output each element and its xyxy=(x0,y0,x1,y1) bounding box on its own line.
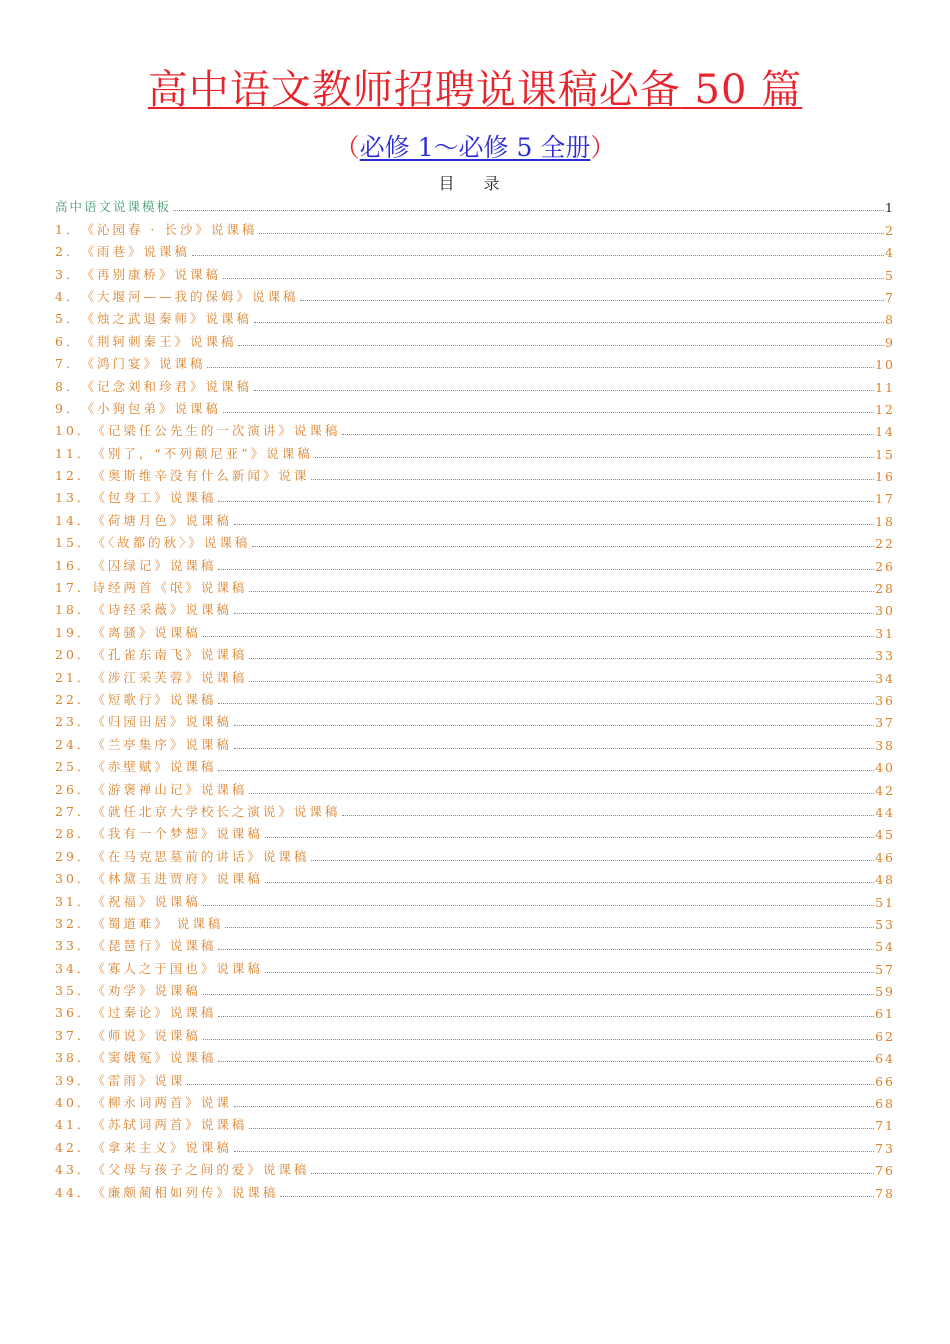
toc-entry-label xyxy=(55,1093,232,1111)
toc-entry-number: 13． xyxy=(55,490,93,506)
toc-entry[interactable] xyxy=(55,283,895,305)
toc-dot-leader xyxy=(234,748,874,749)
toc-dot-leader xyxy=(315,457,874,458)
toc-entry-page: 15 xyxy=(875,446,895,462)
toc-dot-leader xyxy=(311,860,874,861)
toc-entry-label xyxy=(55,623,201,641)
toc-entry-title: 《在马克思墓前的讲话》说课稿 xyxy=(92,848,310,864)
toc-entry[interactable] xyxy=(55,641,895,663)
toc-dot-leader xyxy=(218,770,874,771)
toc-entry-title: 《记梁任公先生的一次演讲》说课稿 xyxy=(92,423,341,439)
toc-entry-label xyxy=(55,511,232,529)
toc-dot-leader xyxy=(203,636,874,637)
toc-entry-number: 10． xyxy=(55,423,93,439)
toc-entry-title: 《〈故都的秋〉》说课稿 xyxy=(92,535,251,551)
toc-entry-title: 《烛之武退秦师》说课稿 xyxy=(81,311,252,327)
toc-entry-page: 66 xyxy=(875,1073,895,1089)
toc-entry-number: 17． xyxy=(55,580,93,596)
toc-entry[interactable] xyxy=(55,193,895,215)
toc-entry-title: 《寡人之于国也》说课稿 xyxy=(92,960,263,976)
toc-entry-label xyxy=(55,332,236,350)
toc-entry[interactable] xyxy=(55,977,895,999)
toc-entry[interactable] xyxy=(55,506,895,528)
toc-entry-label xyxy=(55,959,263,977)
toc-entry-page: 38 xyxy=(875,737,895,753)
toc-entry-label xyxy=(55,444,313,462)
toc-entry-page: 1 xyxy=(885,200,895,216)
subtitle-link[interactable]: 必修 1～必修 5 全册 xyxy=(359,133,591,162)
toc-entry-label xyxy=(55,287,298,305)
toc-entry-title: 《就任北京大学校长之演说》说课稿 xyxy=(92,803,341,819)
toc-entry-page: 11 xyxy=(875,379,895,395)
toc-entry-label xyxy=(55,1183,278,1201)
toc-entry-label xyxy=(55,578,247,596)
toc-entry-page: 33 xyxy=(875,648,895,664)
toc-entry-page: 10 xyxy=(875,357,895,373)
toc-entry-label xyxy=(55,824,263,842)
toc-entry-number: 25． xyxy=(55,759,93,775)
toc-entry-title: 《雨巷》说课稿 xyxy=(81,244,190,260)
toc-entry-page: 62 xyxy=(875,1028,895,1044)
toc-entry-number: 42． xyxy=(55,1139,93,1155)
toc-dot-leader xyxy=(223,412,874,413)
toc-entry-label xyxy=(55,1026,201,1044)
toc-entry-page: 59 xyxy=(875,984,895,1000)
toc-entry-number: 8． xyxy=(55,378,82,394)
toc-entry-title: 《大堰河——我的保姆》说课稿 xyxy=(81,288,299,304)
toc-entry-title: 《过秦论》说课稿 xyxy=(92,1005,217,1021)
toc-entry-label xyxy=(55,668,247,686)
toc-entry-number: 21． xyxy=(55,669,93,685)
toc-entry-number: 15． xyxy=(55,535,93,551)
toc-entry-label xyxy=(55,712,232,730)
toc-entry-page: 9 xyxy=(885,334,895,350)
toc-entry-number: 1． xyxy=(55,221,82,237)
toc-dot-leader xyxy=(218,703,874,704)
toc-dot-leader xyxy=(249,681,874,682)
toc-entry-page: 68 xyxy=(875,1096,895,1112)
toc-entry-page: 48 xyxy=(875,872,895,888)
toc-entry-title: 《师说》说课稿 xyxy=(92,1027,201,1043)
toc-entry-title: 《劝学》说课稿 xyxy=(92,983,201,999)
toc-entry-title: 《柳永词两首》说课 xyxy=(92,1095,232,1111)
toc-entry-label xyxy=(55,1071,185,1089)
toc-entry-number: 6． xyxy=(55,333,82,349)
toc-entry[interactable] xyxy=(55,327,895,349)
toc-heading: 目 录 xyxy=(438,174,512,193)
toc-dot-leader xyxy=(259,233,884,234)
toc-dot-leader xyxy=(234,1151,874,1152)
toc-entry-page: 26 xyxy=(875,558,895,574)
toc-entry-page: 76 xyxy=(875,1163,895,1179)
toc-dot-leader xyxy=(218,1016,874,1017)
toc-entry-label xyxy=(55,466,309,484)
toc-entry-page: 12 xyxy=(875,401,895,417)
toc-entry[interactable] xyxy=(55,1133,895,1155)
toc-entry-number: 28． xyxy=(55,826,93,842)
toc-entry-label xyxy=(55,600,232,618)
toc-entry-number: 20． xyxy=(55,647,93,663)
toc-entry-number: 36． xyxy=(55,1005,93,1021)
toc-entry-title: 《小狗包弟》说课稿 xyxy=(81,400,221,416)
toc-dot-leader xyxy=(238,345,884,346)
toc-entry-label xyxy=(55,1003,216,1021)
toc-entry-page: 42 xyxy=(875,782,895,798)
toc-entry[interactable] xyxy=(55,999,895,1021)
toc-dot-leader xyxy=(280,1196,874,1197)
toc-dot-leader xyxy=(234,613,874,614)
toc-entry[interactable] xyxy=(55,1089,895,1111)
toc-entry-number: 41． xyxy=(55,1117,93,1133)
toc-entry-title: 《我有一个梦想》说课稿 xyxy=(92,826,263,842)
toc-entry-title: 《沁园春 · 长沙》说课稿 xyxy=(81,221,258,237)
toc-entry-title: 《短歌行》说课稿 xyxy=(92,691,217,707)
toc-entry-number: 38． xyxy=(55,1050,93,1066)
toc-entry-number: 16． xyxy=(55,557,93,573)
toc-dot-leader xyxy=(234,725,874,726)
toc-entry-title: 《苏轼词两首》说课稿 xyxy=(92,1117,248,1133)
toc-entry-page: 46 xyxy=(875,849,895,865)
toc-entry[interactable] xyxy=(55,1156,895,1178)
toc-entry-page: 2 xyxy=(885,222,895,238)
toc-dot-leader xyxy=(249,793,874,794)
toc-entry-page: 4 xyxy=(885,245,895,261)
toc-dot-leader xyxy=(342,434,874,435)
toc-entry[interactable] xyxy=(55,708,895,730)
document-subtitle xyxy=(0,130,950,166)
toc-entry-page: 18 xyxy=(875,513,895,529)
toc-entry[interactable] xyxy=(55,462,895,484)
toc-entry-number: 23． xyxy=(55,714,93,730)
toc-entry-title: 《窦娥冤》说课稿 xyxy=(92,1050,217,1066)
toc-entry-title: 《记念刘和珍君》说课稿 xyxy=(81,378,252,394)
toc-entry-label xyxy=(55,914,223,932)
toc-entry-number: 3． xyxy=(55,266,82,282)
toc-entry-page: 7 xyxy=(885,289,895,305)
toc-dot-leader xyxy=(203,1039,874,1040)
toc-entry-title: 《孔雀东南飞》说课稿 xyxy=(92,647,248,663)
toc-entry-number: 24． xyxy=(55,736,93,752)
subtitle-close-paren: ） xyxy=(590,133,616,162)
toc-entry-title: 《琵琶行》说课稿 xyxy=(92,938,217,954)
toc-dot-leader xyxy=(300,300,884,301)
toc-entry-number: 31． xyxy=(55,893,93,909)
toc-entry-number: 5． xyxy=(55,311,82,327)
toc-dot-leader xyxy=(218,501,874,502)
toc-entry-title: 《涉江采芙蓉》说课稿 xyxy=(92,669,248,685)
toc-entry[interactable] xyxy=(55,238,895,260)
toc-entry[interactable] xyxy=(55,1178,895,1200)
toc-entry-number: 33． xyxy=(55,938,93,954)
toc-entry-page: 44 xyxy=(875,804,895,820)
title-count: 50 xyxy=(694,67,748,113)
toc-dot-leader xyxy=(223,278,884,279)
toc-entry-label xyxy=(55,936,216,954)
toc-dot-leader xyxy=(203,905,874,906)
toc-entry-title: 《廉颇蔺相如列传》说课稿 xyxy=(92,1184,279,1200)
toc-entry[interactable] xyxy=(55,842,895,864)
toc-entry-title: 《雷雨》说课 xyxy=(92,1072,186,1088)
toc-entry-title: 《游褒禅山记》说课稿 xyxy=(92,781,248,797)
toc-entry[interactable] xyxy=(55,1021,895,1043)
toc-entry-number: 26． xyxy=(55,781,93,797)
toc-dot-leader xyxy=(218,1061,874,1062)
toc-entry[interactable] xyxy=(55,372,895,394)
toc-dot-leader xyxy=(254,322,884,323)
toc-entry-label xyxy=(55,242,190,260)
toc-entry[interactable] xyxy=(55,910,895,932)
toc-entry[interactable] xyxy=(55,663,895,685)
toc-entry-title: 《父母与孩子之间的爱》说课稿 xyxy=(92,1162,310,1178)
toc-entry[interactable] xyxy=(55,753,895,775)
toc-entry[interactable] xyxy=(55,865,895,887)
toc-entry[interactable] xyxy=(55,686,895,708)
toc-entry-label xyxy=(55,869,263,887)
toc-entry-number: 18． xyxy=(55,602,93,618)
toc-entry-title: 高中语文说课模板 xyxy=(55,199,172,215)
toc-entry-page: 61 xyxy=(875,1006,895,1022)
toc-entry-title: 《蜀道难》 说课稿 xyxy=(92,915,224,931)
toc-entry-title: 《荆轲刺秦王》说课稿 xyxy=(81,333,237,349)
toc-entry-label xyxy=(55,802,340,820)
toc-dot-leader xyxy=(265,837,874,838)
toc-entry[interactable] xyxy=(55,395,895,417)
toc-entry-title: 《包身工》说课稿 xyxy=(92,490,217,506)
toc-entry-number: 11． xyxy=(55,445,93,461)
toc-entry-label xyxy=(55,399,221,417)
toc-entry[interactable] xyxy=(55,439,895,461)
toc-entry-page: 54 xyxy=(875,939,895,955)
toc-entry-label xyxy=(55,1048,216,1066)
toc-entry-number: 37． xyxy=(55,1027,93,1043)
toc-entry-number: 35． xyxy=(55,983,93,999)
toc-dot-leader xyxy=(265,972,874,973)
toc-entry-number: 43． xyxy=(55,1162,93,1178)
toc-entry-label xyxy=(55,847,309,865)
toc-entry-title: 《囚绿记》说课稿 xyxy=(92,557,217,573)
toc-dot-leader xyxy=(192,255,884,256)
toc-entry-label xyxy=(55,1115,247,1133)
toc-entry-number: 34． xyxy=(55,960,93,976)
toc-entry-page: 57 xyxy=(875,961,895,977)
toc-entry-page: 5 xyxy=(885,267,895,283)
toc-entry[interactable] xyxy=(55,350,895,372)
toc-entry-label xyxy=(55,1138,232,1156)
toc-entry-page: 73 xyxy=(875,1140,895,1156)
toc-entry-page: 53 xyxy=(875,916,895,932)
toc-entry-label xyxy=(55,265,221,283)
toc-entry-title: 《祝福》说课稿 xyxy=(92,893,201,909)
toc-dot-leader xyxy=(342,815,874,816)
toc-entry-number: 29． xyxy=(55,848,93,864)
toc-entry[interactable] xyxy=(55,551,895,573)
toc-dot-leader xyxy=(173,210,884,211)
toc-entry-title: 《兰亭集序》说课稿 xyxy=(92,736,232,752)
toc-dot-leader xyxy=(218,949,874,950)
toc-entry-number: 40． xyxy=(55,1095,93,1111)
toc-entry-page: 30 xyxy=(875,603,895,619)
toc-entry-page: 71 xyxy=(875,1118,895,1134)
toc-entry-page: 34 xyxy=(875,670,895,686)
toc-entry-title: 《离骚》说课稿 xyxy=(92,624,201,640)
toc-entry-label xyxy=(55,197,171,215)
toc-dot-leader xyxy=(187,1084,874,1085)
toc-entry-title: 《别了，“不列颠尼亚”》说课稿 xyxy=(92,445,313,461)
toc-entry-page: 22 xyxy=(875,536,895,552)
toc-dot-leader xyxy=(249,591,874,592)
toc-entry-number: 2． xyxy=(55,244,82,260)
toc-entry-number: 39． xyxy=(55,1072,93,1088)
toc-entry-title: 诗经两首《氓》说课稿 xyxy=(92,580,248,596)
toc-entry[interactable] xyxy=(55,932,895,954)
toc-entry[interactable] xyxy=(55,820,895,842)
toc-entry[interactable] xyxy=(55,730,895,752)
toc-entry-page: 14 xyxy=(875,424,895,440)
toc-dot-leader xyxy=(311,479,874,480)
toc-entry-number: 30． xyxy=(55,871,93,887)
toc-dot-leader xyxy=(234,1106,874,1107)
toc-entry[interactable] xyxy=(55,215,895,237)
toc-entry-label xyxy=(55,421,340,439)
toc-entry-page: 78 xyxy=(875,1185,895,1201)
toc-entry-number: 12． xyxy=(55,468,93,484)
toc-dot-leader xyxy=(249,1128,874,1129)
toc-entry[interactable] xyxy=(55,484,895,506)
toc-entry-page: 31 xyxy=(875,625,895,641)
toc-entry[interactable] xyxy=(55,529,895,551)
toc-entry[interactable] xyxy=(55,596,895,618)
toc-entry-label xyxy=(55,220,257,238)
toc-dot-leader xyxy=(265,882,874,883)
toc-entry[interactable] xyxy=(55,305,895,327)
toc-entry-number: 4． xyxy=(55,288,82,304)
toc-dot-leader xyxy=(252,546,874,547)
toc-entry-page: 28 xyxy=(875,581,895,597)
toc-entry-title: 《归园田居》说课稿 xyxy=(92,714,232,730)
toc-entry-label xyxy=(55,645,247,663)
toc-entry-number: 22． xyxy=(55,691,93,707)
toc-entry-label xyxy=(55,377,252,395)
toc-entry-page: 40 xyxy=(875,760,895,776)
toc-entry[interactable] xyxy=(55,887,895,909)
toc-entry-page: 64 xyxy=(875,1051,895,1067)
toc-entry-page: 36 xyxy=(875,692,895,708)
toc-entry-label xyxy=(55,757,216,775)
toc-entry-label xyxy=(55,690,216,708)
toc-entry[interactable] xyxy=(55,260,895,282)
toc-dot-leader xyxy=(249,658,874,659)
toc-entry-page: 17 xyxy=(875,491,895,507)
toc-entry-page: 45 xyxy=(875,827,895,843)
toc-entry-title: 《鸿门宴》说课稿 xyxy=(81,356,206,372)
toc-entry-title: 《赤壁赋》说课稿 xyxy=(92,759,217,775)
toc-entry-label xyxy=(55,1160,309,1178)
toc-entry-number: 7． xyxy=(55,356,82,372)
toc-entry-label xyxy=(55,780,247,798)
toc-dot-leader xyxy=(254,390,874,391)
toc-dot-leader xyxy=(203,994,874,995)
title-suffix: 篇 xyxy=(761,67,803,113)
toc-entry-label xyxy=(55,488,216,506)
toc-dot-leader xyxy=(207,367,874,368)
toc-entry-label xyxy=(55,309,252,327)
title-main: 高中语文教师招聘说课稿必备 xyxy=(147,67,681,113)
toc-entry-number: 9． xyxy=(55,400,82,416)
toc-entry-page: 51 xyxy=(875,894,895,910)
toc-entry[interactable] xyxy=(55,1044,895,1066)
toc-entry-number: 27． xyxy=(55,803,93,819)
toc-entry[interactable] xyxy=(55,954,895,976)
toc-entry[interactable] xyxy=(55,618,895,640)
toc-entry-title: 《拿来主义》说课稿 xyxy=(92,1139,232,1155)
toc-entry-label xyxy=(55,533,250,551)
toc-entry-page: 16 xyxy=(875,469,895,485)
toc-entry-page: 8 xyxy=(885,312,895,328)
toc-entry-label xyxy=(55,354,205,372)
toc-entry-number: 32． xyxy=(55,915,93,931)
toc-entry-page: 37 xyxy=(875,715,895,731)
toc-entry[interactable] xyxy=(55,775,895,797)
toc-entry-number: 44． xyxy=(55,1184,93,1200)
toc-entry[interactable] xyxy=(55,1111,895,1133)
toc-dot-leader xyxy=(218,569,874,570)
toc-entry-label xyxy=(55,981,201,999)
toc-entry-title: 《再别康桥》说课稿 xyxy=(81,266,221,282)
toc-entry-label xyxy=(55,735,232,753)
subtitle-open-paren: （ xyxy=(334,133,360,162)
toc-entry-title: 《荷塘月色》说课稿 xyxy=(92,512,232,528)
toc-entry[interactable] xyxy=(55,574,895,596)
toc-entry-title: 《奥斯维辛没有什么新闻》说课 xyxy=(92,468,310,484)
toc-entry-label xyxy=(55,892,201,910)
document-title xyxy=(0,64,950,116)
toc-dot-leader xyxy=(311,1173,874,1174)
toc-entry[interactable] xyxy=(55,798,895,820)
toc-dot-leader xyxy=(234,524,874,525)
toc-entry[interactable] xyxy=(55,1066,895,1088)
toc-entry-number: 19． xyxy=(55,624,93,640)
toc-entry[interactable] xyxy=(55,417,895,439)
table-of-contents xyxy=(55,193,895,1201)
toc-entry-title: 《诗经采薇》说课稿 xyxy=(92,602,232,618)
toc-dot-leader xyxy=(225,927,874,928)
toc-entry-number: 14． xyxy=(55,512,93,528)
toc-entry-label xyxy=(55,556,216,574)
toc-entry-title: 《林黛玉进贾府》说课稿 xyxy=(92,871,263,887)
